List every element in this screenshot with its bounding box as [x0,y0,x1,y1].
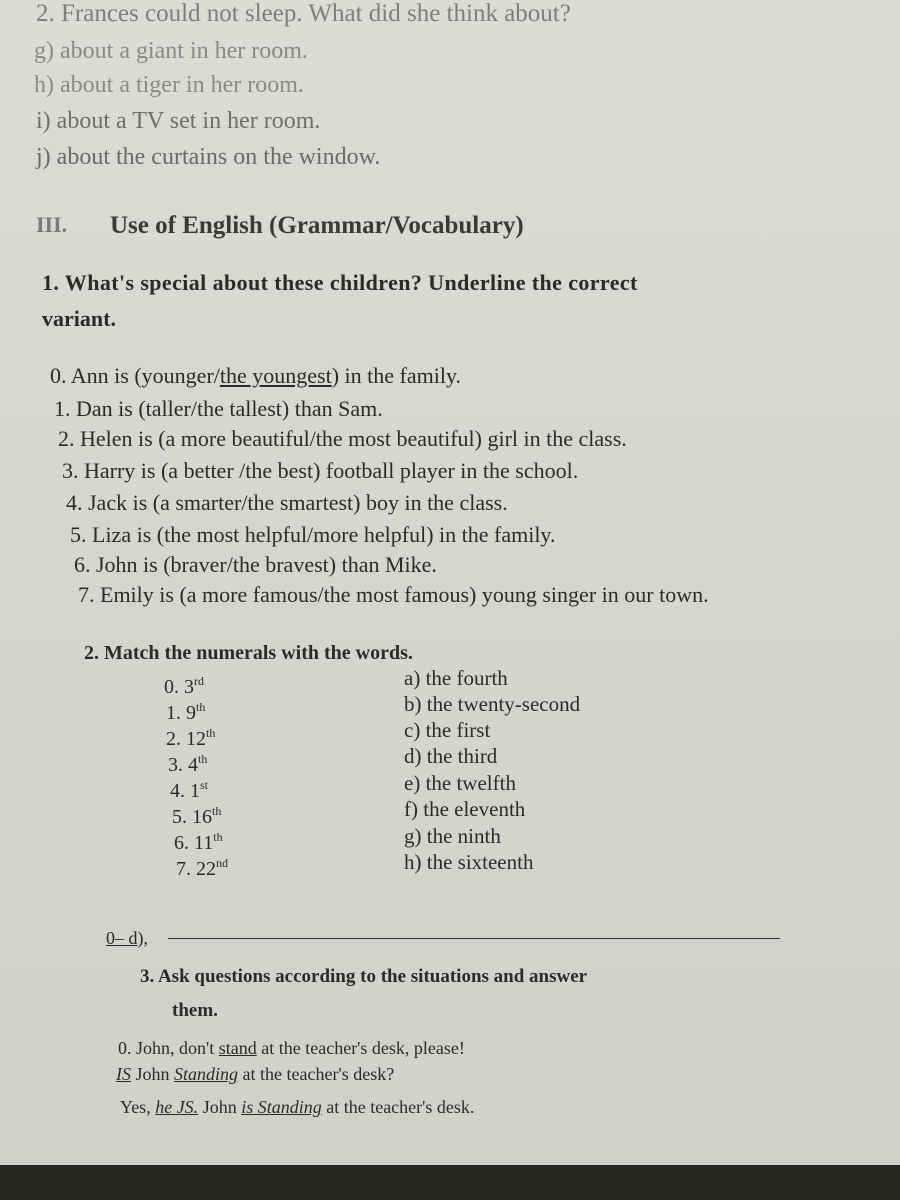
task1-item-3: 3. Harry is (a better /the best) football player in the school. [62,458,579,483]
task3-instruction-cont: them. [172,1000,218,1021]
task2-instruction: 2. Match the numerals with the words. [84,642,413,664]
task3-situation: 0. John, don't stand at the teacher's desk, please! [118,1038,465,1058]
task2-answer: 0– d), [106,928,148,948]
option-g: g) about a giant in her room. [34,38,308,64]
task1-instruction-cont: variant. [42,306,116,331]
option-h: h) about a tiger in her room. [34,72,304,98]
word-f: f) the eleventh [404,797,526,821]
task3-answer: Yes, he JS. John is Standing at the teacher's desk. [120,1097,475,1117]
numeral-5: 5. 16th [172,804,222,828]
numeral-0: 0. 3rd [164,674,204,698]
dark-surface [0,1165,900,1200]
answer-line [168,938,780,939]
task1-item-0: 0. Ann is (younger/the youngest) in the family. [50,363,462,388]
word-g: g) the ninth [404,824,501,848]
task3-question: IS John Standing at the teacher's desk? [116,1064,395,1084]
numeral-2: 2. 12th [166,726,216,750]
word-e: e) the twelfth [404,771,516,795]
section-numeral: III. [36,212,68,237]
numeral-3: 3. 4th [168,752,208,776]
task1-item-2: 2. Helen is (a more beautiful/the most beautiful) girl in the class. [58,426,627,451]
section-title: Use of English (Grammar/Vocabulary) [110,212,524,239]
task3-instruction: 3. Ask questions according to the situations and answer [140,966,588,987]
task1-item-6: 6. John is (braver/the bravest) than Mike. [74,552,437,577]
word-c: c) the first [404,718,491,742]
task1-item-5: 5. Liza is (the most helpful/more helpful) in the family. [70,522,556,547]
task1-item-4: 4. Jack is (a smarter/the smartest) boy in the class. [66,490,508,515]
word-a: a) the fourth [404,666,508,690]
word-b: b) the twenty-second [404,692,581,716]
numeral-7: 7. 22nd [176,856,228,880]
numeral-1: 1. 9th [166,700,206,724]
option-j: j) about the curtains on the window. [36,144,381,170]
task1-instruction: 1. What's special about these children? Underline the correct [42,270,638,295]
numeral-6: 6. 11th [174,830,223,854]
word-d: d) the third [404,744,498,768]
word-h: h) the sixteenth [404,850,534,874]
question-stem: 2. Frances could not sleep. What did she think about? [36,0,571,27]
numeral-4: 4. 1st [170,778,209,802]
task1-item-1: 1. Dan is (taller/the tallest) than Sam. [54,396,383,421]
task1-item-7: 7. Emily is (a more famous/the most famous) young singer in our town. [78,582,709,607]
option-i: i) about a TV set in her room. [36,108,321,134]
